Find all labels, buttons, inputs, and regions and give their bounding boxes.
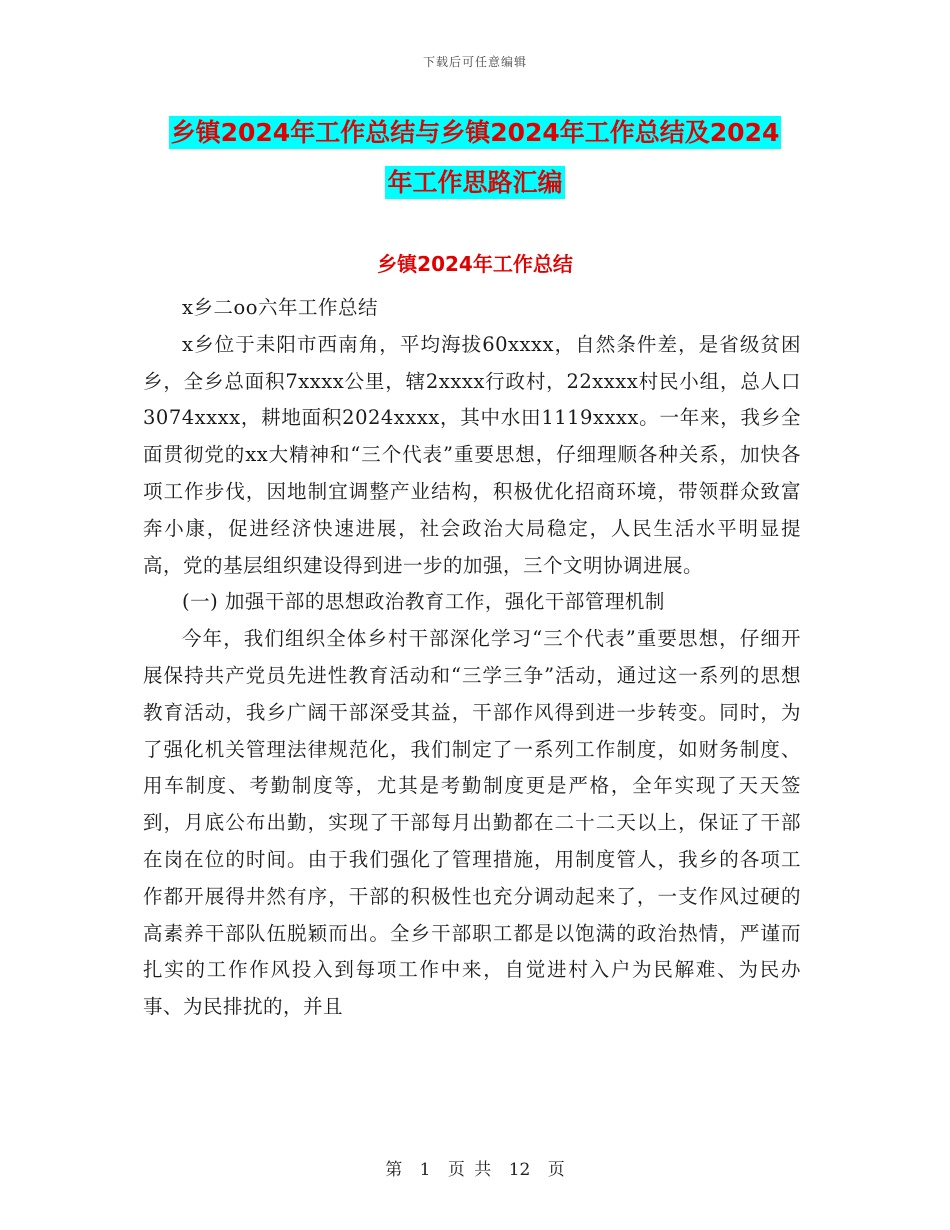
paragraph: x乡位于耒阳市西南角，平均海拔60xxxx，自然条件差，是省级贫困乡，全乡总面积7xxxx公里，辖2xxxx行政村，22xxxx村民小组，总人口3074xxxx，耕地面积2024xxxx，其中水田1119xxxx。一年来，我乡全面贯彻党的xx大精神和“三个代表”重要思想，仔细理顺各种关系，加快各项工作步伐，因地制宜调整产业结构，积极优化招商环境，带领群众致富奔小康，促进经济快速进展，社会政治大局稳定，人民生活水平明显提高，党的基层组织建设得到进一步的加强，三个文明协调进展。	[143, 332, 801, 577]
footer-suffix: 页	[547, 1160, 565, 1180]
section-title: 乡镇2024年工作总结	[377, 252, 573, 276]
total-pages: 12	[508, 1160, 531, 1180]
page-footer	[0, 1155, 950, 1180]
title-line-1: 乡镇2024年工作总结与乡镇2024年工作总结及2024	[170, 118, 780, 147]
page-number: 1	[419, 1160, 431, 1180]
paragraph-subheading: (一) 加强干部的思想政治教育工作，强化干部管理机制	[182, 590, 665, 614]
paragraph: 今年，我们组织全体乡村干部深化学习“三个代表”重要思想，仔细开展保持共产党员先进性教育活动和“三学三争”活动，通过这一系列的思想教育活动，我乡广阔干部深受其益，干部作风得到进一步转变。同时，为了强化机关管理法律规范化，我们制定了一系列工作制度，如财务制度、用车制度、考勤制度等，尤其是考勤制度更是严格，全年实现了天天签到，月底公布出勤，实现了干部每月出勤都在二十二天以上，保证了干部在岗在位的时间。由于我们强化了管理措施，用制度管人，我乡的各项工作都开展得井然有序，干部的积极性也充分调动起来了，一支作风过硬的高素养干部队伍脱颖而出。全乡干部职工都是以饱满的政治热情，严谨而扎实的工作作风投入到每项工作中来，自觉进村入户为民解难、为民办事、为民排扰的，并且	[143, 627, 801, 1019]
footer-prefix: 第	[385, 1160, 403, 1180]
header-note: 下载后可任意编辑	[422, 55, 527, 69]
document-title	[120, 108, 830, 208]
title-line-2: 年工作思路汇编	[387, 168, 563, 197]
body-text	[143, 290, 801, 1026]
footer-middle: 页 共	[447, 1160, 492, 1180]
paragraph-heading: x乡二oo六年工作总结	[182, 296, 378, 319]
